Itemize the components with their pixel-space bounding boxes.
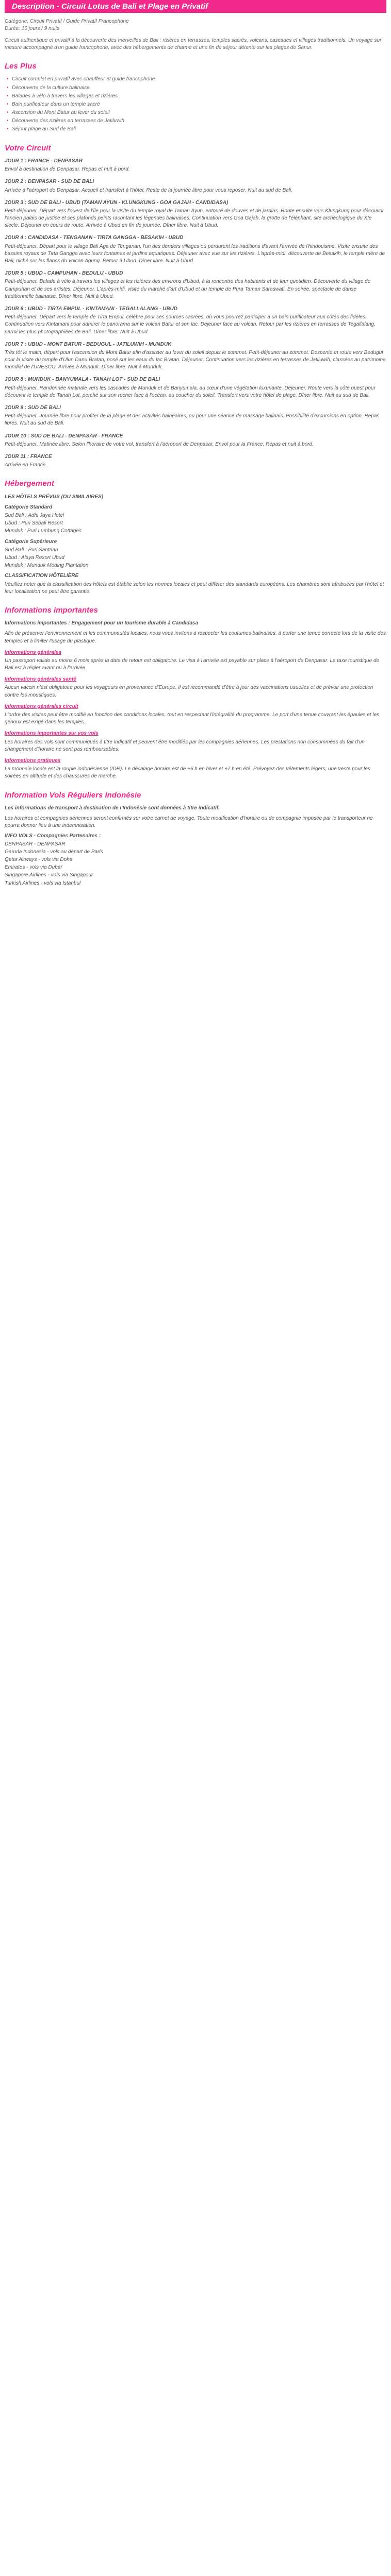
hotels-title: Hébergement <box>5 479 54 488</box>
plus-item <box>5 76 386 83</box>
day-title: JOUR 2 : DENPASAR - SUD DE BALI <box>5 179 94 185</box>
plus-item <box>5 126 386 133</box>
itinerary-day <box>5 158 386 173</box>
page <box>0 0 391 900</box>
info-title: Informations importantes <box>5 605 98 615</box>
day-text: Envol à destination de Denpasar. Repas et nuit à bord. <box>5 166 130 173</box>
day-title: JOUR 6 : UBUD - TIRTA EMPUL - KINTAMANI - TEGALLALANG - UBUD <box>5 306 177 312</box>
itinerary-day <box>5 341 386 371</box>
day-title: JOUR 8 : MUNDUK - BANYUMALA - TANAH LOT - SUD DE BALI <box>5 377 160 383</box>
hotel-group-head: Catégorie Supérieure <box>5 538 57 545</box>
contact-line: Turkish Airlines - vols via Istanbul <box>5 880 81 886</box>
hotel-line: Ubud : Puri Sebali Resort <box>5 520 63 527</box>
day-title: JOUR 4 : CANDIDASA - TENGANAN - TIRTA GANGGA - BESAKIH - UBUD <box>5 235 184 241</box>
plus-item <box>5 117 386 125</box>
info-block-head: Informations pratiques <box>5 757 61 764</box>
bullet-icon: • <box>7 118 9 124</box>
plus-item <box>5 109 386 116</box>
hotel-groups <box>5 504 386 570</box>
contact-line: Emirates - vols via Dubaï <box>5 865 62 871</box>
contact-line: Qatar Airways - vols via Doha <box>5 856 73 862</box>
regulatory-title: Information Vols Réguliers Indonésie <box>5 790 141 800</box>
hotel-line: Munduk : Munduk Moding Plantation <box>5 563 89 569</box>
day-text: Petit-déjeuner. Randonnée matinale vers les cascades de Munduk et de Banyumala, au cœur d'une végétation luxuriante. Déjeuner. Route vers la côte ouest pour découvrir le temple de Tanah Lot, perché sur son rocher face à l'océan, au coucher du soleil. Transfert vers votre hôtel de plage. Dîner libre. Nuit au sud de Bali. <box>5 385 376 398</box>
plus-item-text: Découverte des rizières en terrasses de Jatiluwih <box>12 118 124 124</box>
day-title: JOUR 11 : FRANCE <box>5 453 52 460</box>
info-block-head: Informations importantes sur vos vols <box>5 731 99 737</box>
hotel-line: Munduk : Puri Lumbung Cottages <box>5 528 82 534</box>
contact-line: DENPASAR - DENPASAR <box>5 841 66 847</box>
itinerary-day <box>5 376 386 399</box>
day-text: Petit-déjeuner. Balade à vélo à travers les villages et les rizières des environs d'Ubud, à la rencontre des habitants et de leur quotidien. Découverte du village de Campuhan et de ses artistes. Déjeuner. L'après-midi, visite du marché d'art d'Ubud et du temple de Pura Taman Saraswati. En soirée, spectacle de danse traditionnelle balinaise. Dîner libre. Nuit à Ubud. <box>5 279 371 299</box>
plus-item-text: Circuit complet en privatif avec chauffeur et guide francophone <box>12 76 155 82</box>
day-text: Arrivée en France. <box>5 462 47 468</box>
info-block-text: L'ordre des visites peut être modifié en fonction des conditions locales, tout en respectant l'intégralité du programme. Le port d'une tenue couvrant les épaules et les genoux est exigé dans les temples. <box>5 712 380 725</box>
itinerary-day <box>5 234 386 265</box>
info-block-text: Aucun vaccin n'est obligatoire pour les voyageurs en provenance d'Europe. Il est recommandé d'être à jour des vaccinations usuelles et de prévoir une protection contre les moustiques. <box>5 685 373 698</box>
bullet-icon: • <box>7 101 9 107</box>
day-title: JOUR 5 : UBUD - CAMPUHAN - BEDULU - UBUD <box>5 270 123 277</box>
bullet-icon: • <box>7 84 9 91</box>
day-title: JOUR 1 : FRANCE - DENPASAR <box>5 158 83 164</box>
page-title: Description - Circuit Lotus de Bali et Plage en Privatif <box>5 0 386 13</box>
contact-line: Garuda Indonesia - vols au départ de Paris <box>5 849 103 855</box>
day-title: JOUR 9 : SUD DE BALI <box>5 405 61 411</box>
bullet-icon: • <box>7 126 9 132</box>
plus-item <box>5 101 386 108</box>
itinerary-day <box>5 270 386 300</box>
info-block-text: La monnaie locale est la roupie indonésienne (IDR). Le décalage horaire est de +6 h en hiver et +7 h en été. Prévoyez des vêtements légers, une veste pour les soirées en altitude et des chaussures de marche. <box>5 766 370 779</box>
itinerary-day <box>5 404 386 428</box>
hotel-line: Ubud : Alaya Resort Ubud <box>5 554 64 561</box>
regulatory-text: Les horaires et compagnies aériennes seront confirmés sur votre carnet de voyage. Toute modification d'horaire ou de compagnie imposée par le transporteur ne pourra donner lieu à une indemnisation. <box>5 816 373 829</box>
day-title: JOUR 7 : UBUD - MONT BATUR - BEDUGUL - JATILUWIH - MUNDUK <box>5 341 172 347</box>
hotels-subtitle: LES HÔTELS PRÉVUS (OU SIMILAIRES) <box>5 494 104 500</box>
classification-text: Veuillez noter que la classification des hôtels est établie selon les normes locales et peut différer des standards européens. Les chambres sont attribuées par l'hôtel et leur localisation ne peut être garantie. <box>5 581 384 595</box>
day-title: JOUR 3 : SUD DE BALI - UBUD (TAMAN AYUN - KLUNGKUNG - GOA GAJAH - CANDIDASA) <box>5 199 229 206</box>
contact-line: Singapore Airlines - vols via Singapour <box>5 872 93 878</box>
intro-lead: Circuit authentique et privatif à la découverte des merveilles de Bali : rizières en terrasses, temples sacrés, volcans, cascades et villages traditionnels. Un voyage sur mesure accompagné d'un guide francophone, avec des hébergements de charme et une fin de séjour détente sur les plages de Sanur. <box>5 37 382 50</box>
day-text: Petit-déjeuner. Départ vers le temple de Tirta Empul, célèbre pour ses sources sacrées, où vous pourrez participer à un bain purificateur aux côtés des fidèles. Continuation vers Kintamani pour admirer le panorama sur le volcan Batur et son lac. Déjeuner face au volcan. Retour par les rizières en terrasses de Tegallalang, parmi les plus photographiées de Bali. Dîner libre. Nuit à Ubud. <box>5 314 376 335</box>
plus-title: Les Plus <box>5 62 37 71</box>
intro <box>5 18 386 52</box>
plus-item-text: Bain purificateur dans un temple sacré <box>12 101 100 107</box>
contact-lines <box>5 841 386 887</box>
plus-item-text: Ascension du Mont Batur au lever du soleil <box>12 110 110 116</box>
day-text: Petit-déjeuner. Départ pour le village Bali Aga de Tenganan, l'un des derniers villages où perdurent les traditions d'avant l'arrivée de l'hindouisme. Visite ensuite des bassins royaux de Tirta Gangga avec leurs fontaines et jardins aquatiques. Déjeuner avec vue sur les rizières. L'après-midi, découverte de Besakih, le temple mère de Bali, niché sur les flancs du volcan Agung. Retour à Ubud. Dîner libre. Nuit à Ubud. <box>5 243 385 264</box>
day-text: Petit-déjeuner. Départ vers l'ouest de l'île pour la visite du temple royal de Taman Ayun, entouré de douves et de jardins. Route ensuite vers Klungkung pour découvrir l'ancien palais de justice et ses plafonds peints racontant les légendes balinaises. Continuation vers Goa Gajah, la grotte de l'éléphant, site archéologique du XIe siècle. Déjeuner en cours de route. Arrivée à Ubud en fin de journée. Dîner libre. Nuit à Ubud. <box>5 208 384 229</box>
plus-item-text: Balades à vélo à travers les villages et rizières <box>12 93 118 99</box>
intro-duration: Durée: 10 jours / 9 nuits <box>5 26 60 32</box>
itinerary-day <box>5 306 386 336</box>
info-block-head: Informations générales <box>5 649 62 655</box>
day-title: JOUR 10 : SUD DE BALI - DENPASAR - FRANCE <box>5 433 123 439</box>
info-block-head: Informations générales santé <box>5 676 76 683</box>
info-intro-strong: Informations importantes : Engagement pour un tourisme durable à Candidasa <box>5 620 199 626</box>
contact-block <box>5 833 386 887</box>
itinerary-day <box>5 453 386 469</box>
day-text: Petit-déjeuner. Matinée libre. Selon l'horaire de votre vol, transfert à l'aéroport de Denpasar. Envol pour la France. Repas et nuit à bord. <box>5 441 314 447</box>
plus-item-text: Séjour plage au Sud de Bali <box>12 126 76 132</box>
bullet-icon: • <box>7 110 9 116</box>
hotel-group-head: Catégorie Standard <box>5 504 53 510</box>
info-block-text: Les horaires des vols sont communiqués à titre indicatif et peuvent être modifiés par les compagnies aériennes. Les prestations non consommées du fait d'un changement d'horaire ne sont pas remboursables. <box>5 739 365 752</box>
itinerary-title: Votre Circuit <box>5 143 51 152</box>
day-text: Petit-déjeuner. Journée libre pour profiter de la plage et des activités balnéaires, ou pour une séance de massage balinais. Possibilité d'excursions en option. Repas libres. Nuit au sud de Bali. <box>5 413 380 427</box>
bullet-icon: • <box>7 76 9 82</box>
info-intro-text: Afin de préserver l'environnement et les communautés locales, nous vous invitons à respecter les coutumes balinaises, à porter une tenue correcte lors de la visite des temples et à limiter l'usage du plastique. <box>5 631 386 644</box>
info-block-head: Informations générales circuit <box>5 703 78 709</box>
plus-item-text: Découverte de la culture balinaise <box>12 84 90 91</box>
itinerary-day <box>5 433 386 448</box>
day-text: Arrivée à l'aéroport de Denpasar. Accueil et transfert à l'hôtel. Reste de la journée libre pour vous reposer. Nuit au sud de Bali. <box>5 187 293 193</box>
plus-item <box>5 93 386 100</box>
info-block-text: Un passeport valide au moins 6 mois après la date de retour est obligatoire. Le visa à l'arrivée est payable sur place à l'aéroport de Denpasar. La taxe touristique de Bali est à régler avant ou à l'arrivée. <box>5 657 380 671</box>
itinerary-day <box>5 178 386 194</box>
hotel-line: Sud Bali : Adhi Jaya Hotel <box>5 513 64 518</box>
intro-category: Catégorie: Circuit Privatif / Guide Privatif Francophone <box>5 19 129 25</box>
info-blocks <box>5 649 386 781</box>
regulatory-strong: Les informations de transport à destination de l'Indonésie sont données à titre indicatif. <box>5 805 220 811</box>
classification-head: CLASSIFICATION HÔTELIÈRE <box>5 573 79 579</box>
bullet-icon: • <box>7 93 9 99</box>
contact-head: INFO VOLS - Compagnies Partenaires : <box>5 833 101 839</box>
itinerary-day <box>5 199 386 230</box>
hotel-line: Sud Bali : Puri Santrian <box>5 547 58 553</box>
hotel-list <box>5 494 386 596</box>
plus-item <box>5 84 386 92</box>
itinerary-days <box>5 158 386 469</box>
day-text: Très tôt le matin, départ pour l'ascension du Mont Batur afin d'assister au lever du soleil depuis le sommet. Petit-déjeuner au sommet. Descente et route vers Bedugul pour la visite du temple d'Ulun Danu Bratan, posé sur les eaux du lac Bratan. Déjeuner. Continuation vers les rizières en terrasses de Jatiluwih, classées au patrimoine mondial de l'UNESCO. Arrivée à Munduk. Dîner libre. Nuit à Munduk. <box>5 349 386 370</box>
plus-list <box>5 76 386 133</box>
